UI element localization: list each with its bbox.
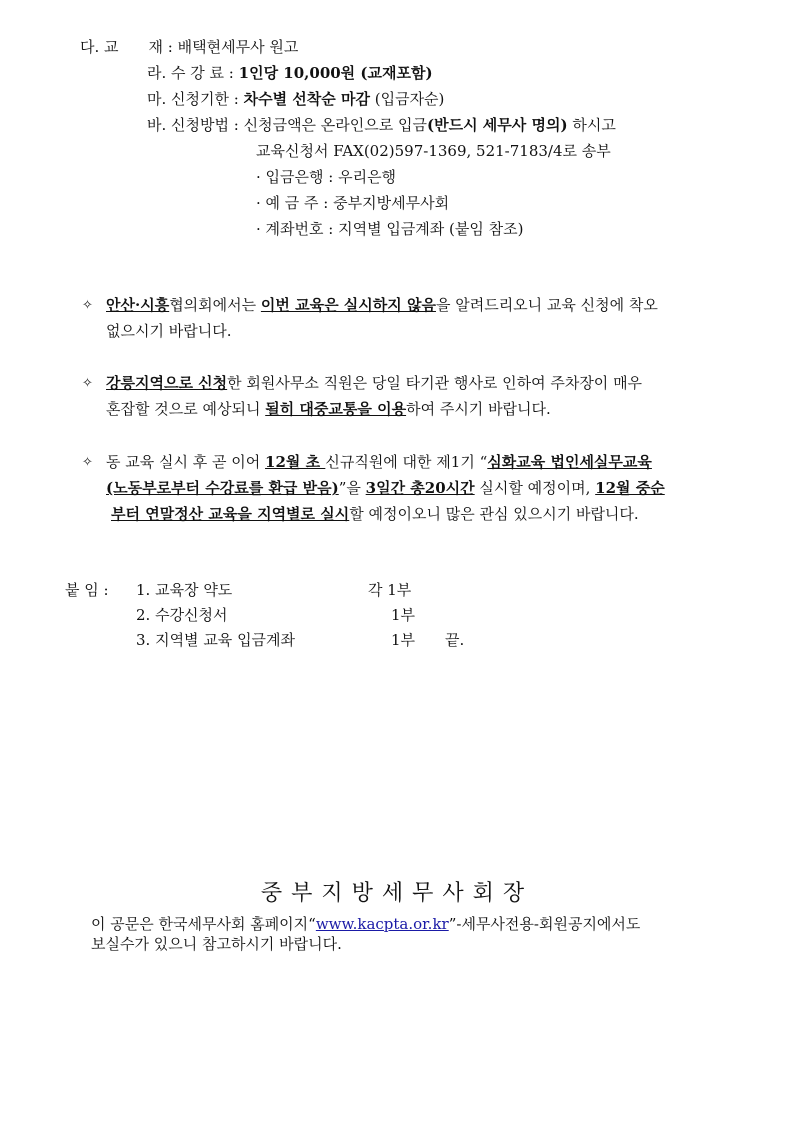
notice-3-text-l2b: ”을 <box>338 479 366 497</box>
textbook-label: 다. 교 재 : <box>80 38 173 56</box>
deadline-value-bold: 차수별 선착순 마감 <box>243 90 370 108</box>
notice-2-text-l2a: 혼잡할 것으로 예상되니 <box>106 400 266 418</box>
attachment-1-name: 1. 교육장 약도 <box>136 581 233 599</box>
notice-3-yearend: 부터 연말정산 교육을 지역별로 실시 <box>111 505 350 523</box>
footer-line1 <box>91 915 640 933</box>
notice-2-text-l2c: 하여 주시기 바랍니다. <box>406 400 551 418</box>
attachment-3-name: 3. 지역별 교육 입금계좌 <box>136 631 296 649</box>
bank-line: · 입금은행 : 우리은행 <box>256 168 397 186</box>
notice-1-bullet: ✧ <box>82 298 93 313</box>
notice-3-refund: (노동부로부터 수강료를 환급 받음) <box>106 479 339 497</box>
fee-value: 1인당 10,000원 (교재포함) <box>238 64 433 82</box>
notice-1-text-d: 을 알려드리오니 교육 신청에 착오 <box>435 296 658 314</box>
notice-2-emphasis: 강릉지역으로 신청 <box>106 374 228 392</box>
notice-2-bullet: ✧ <box>82 376 93 391</box>
homepage-link[interactable]: www.kacpta.or.kr <box>315 915 449 933</box>
notice-3-bullet: ✧ <box>82 455 93 470</box>
notice-3-line2 <box>106 479 665 497</box>
notice-3-line1 <box>106 453 652 471</box>
notice-1-text-b: 협의회에서는 <box>169 296 261 314</box>
method-line1-bold: (반드시 세무사 명의) <box>427 116 568 134</box>
notice-3-line3 <box>111 505 639 523</box>
attachment-2-name: 2. 수강신청서 <box>136 606 228 624</box>
footer-text-a: 이 공문은 한국세무사회 홈페이지“ <box>91 915 316 933</box>
method-row <box>147 116 616 134</box>
notice-3-text-l2d: 실시할 예정이며, <box>474 479 596 497</box>
holder-line: · 예 금 주 : 중부지방세무사회 <box>256 194 450 212</box>
textbook-row <box>80 38 298 56</box>
notice-3-date: 12월 초 <box>265 453 326 471</box>
notice-1-line2: 없으시기 바랍니다. <box>106 322 232 340</box>
notice-3-duration: 3일간 총20시간 <box>365 479 475 497</box>
footer-text-b: ”-세무사전용-회원공지에서도 <box>448 915 641 933</box>
deadline-label: 마. 신청기한 : <box>147 90 239 108</box>
notice-3-text-c: 신규직원에 대한 제1기 “ <box>325 453 488 471</box>
fee-row <box>147 64 433 82</box>
attachment-2-qty: 1부 <box>391 606 416 624</box>
attachment-3-qty: 1부 <box>391 631 416 649</box>
end-mark: 끝. <box>445 631 465 649</box>
notice-1-emphasis: 이번 교육은 실시하지 않음 <box>260 296 436 314</box>
notice-3-course: 심화교육 법인세실무교육 <box>487 453 652 471</box>
notice-2-line2 <box>106 400 551 418</box>
notice-1-line1 <box>106 296 658 314</box>
notice-1-region: 안산·시흥 <box>106 296 170 314</box>
account-line: · 계좌번호 : 지역별 입금계좌 (붙임 참조) <box>256 220 524 238</box>
footer-line2: 보실수가 있으니 참고하시기 바랍니다. <box>91 935 342 953</box>
notice-3-mid-dec: 12월 중순 <box>595 479 665 497</box>
fee-label: 라. 수 강 료 : <box>147 64 234 82</box>
method-line1-a: 신청금액은 온라인으로 입금 <box>243 116 428 134</box>
method-line2: 교육신청서 FAX(02)597-1369, 521-7183/4로 송부 <box>256 142 611 160</box>
notice-2-emphasis-2: 될히 대중교통을 이용 <box>265 400 407 418</box>
attachment-1-qty: 각 1부 <box>368 581 412 599</box>
deadline-value-rest: (입금자순) <box>369 90 445 108</box>
notice-2-line1 <box>106 374 642 392</box>
notice-3-text-l3b: 할 예정이오니 많은 관심 있으시기 바랍니다. <box>349 505 639 523</box>
deadline-row <box>147 90 444 108</box>
method-line1-c: 하시고 <box>567 116 616 134</box>
textbook-value: 배택현세무사 원고 <box>177 38 299 56</box>
issuer-signature: 중부지방세무사회장 <box>260 881 534 906</box>
method-label: 바. 신청방법 : <box>147 116 239 134</box>
notice-3-text-a: 동 교육 실시 후 곧 이어 <box>106 453 266 471</box>
attachments-label: 붙 임 : <box>65 581 109 599</box>
notice-2-text-b: 한 회원사무소 직원은 당일 타기관 행사로 인하여 주차장이 매우 <box>227 374 643 392</box>
